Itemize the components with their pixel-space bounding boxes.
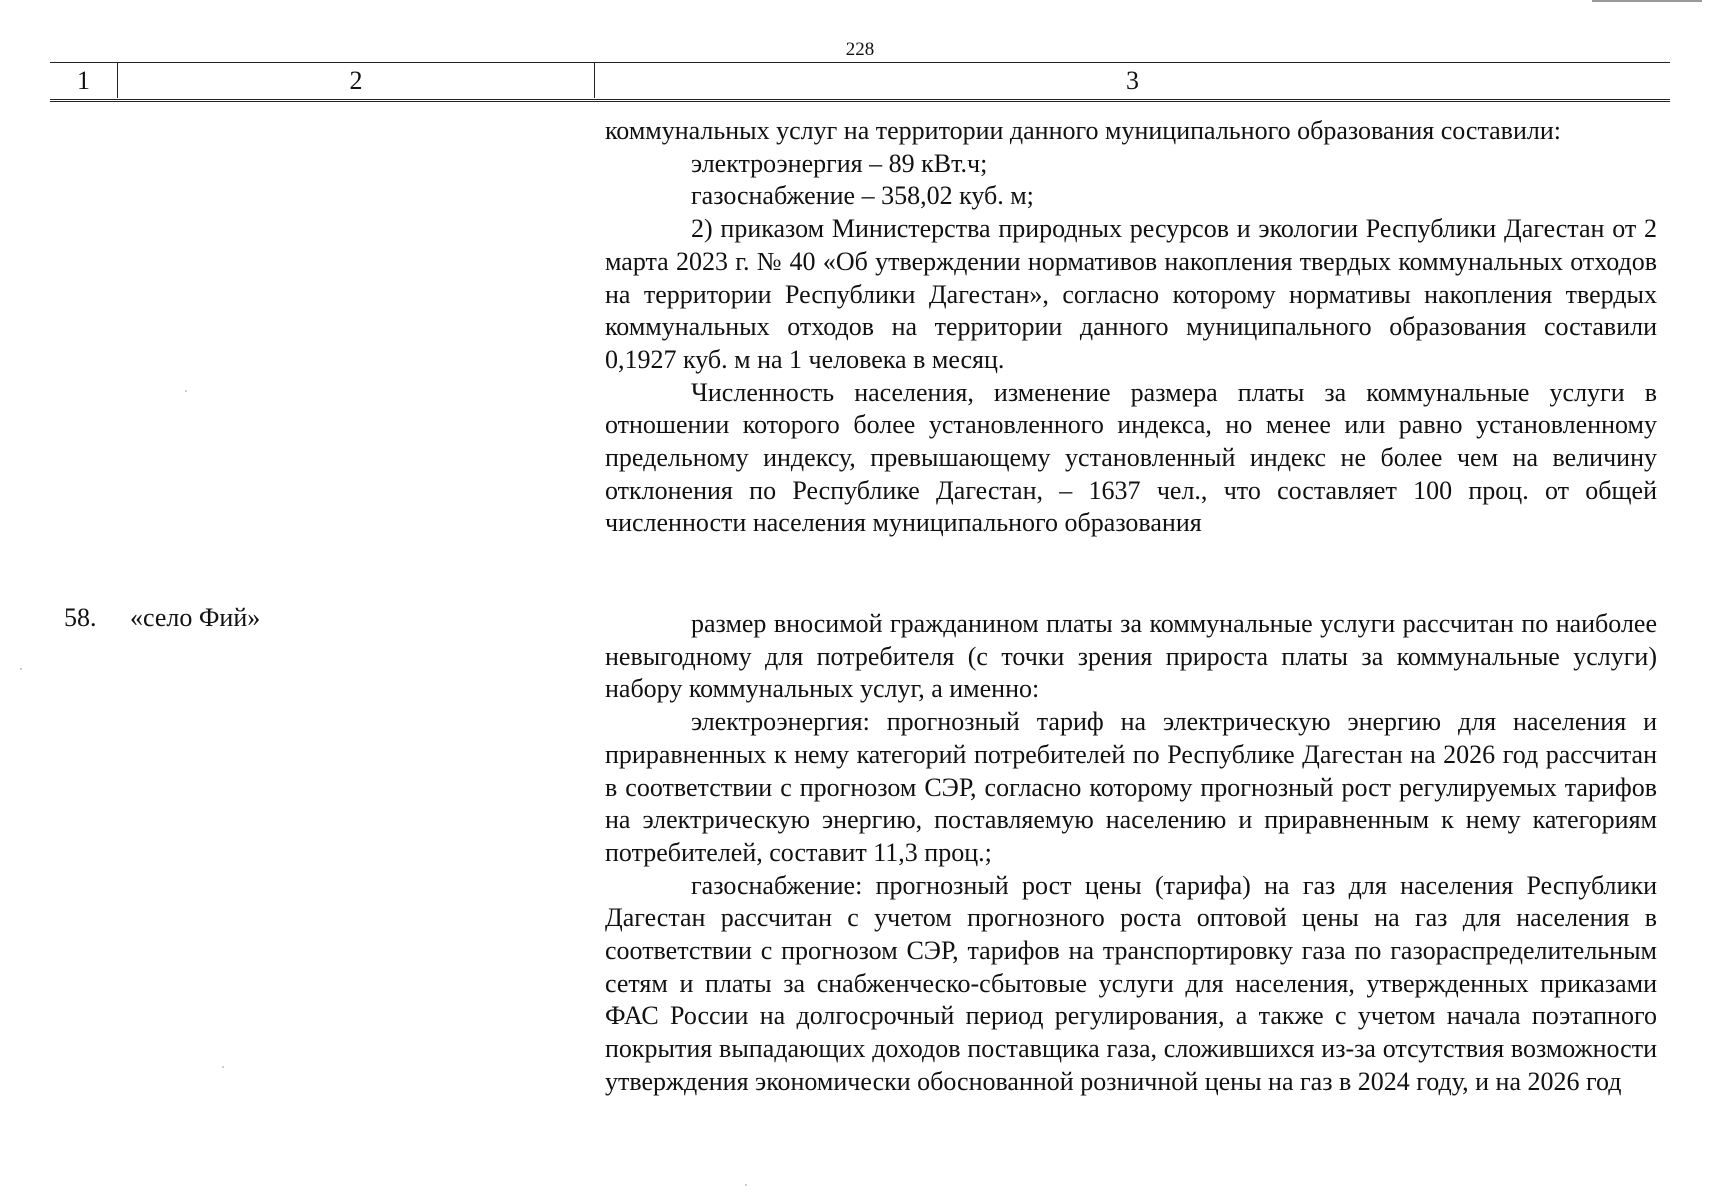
paragraph: электроэнергия – 89 кВт.ч; — [691, 148, 988, 178]
column-header-3: 3 — [1126, 66, 1139, 95]
row-number: 58. — [64, 603, 97, 632]
table-header-top-rule — [50, 62, 1670, 63]
scan-speck — [222, 1066, 224, 1068]
column-header-2: 2 — [349, 66, 363, 95]
table-header-bottom-rule-double — [50, 101, 1670, 102]
row-58-text — [605, 608, 1657, 1099]
paragraph: размер вносимой гражданином платы за коммунальные услуги рассчитан по наиболее невыгодному для потребителя (с точки зрения прироста платы за коммунальные услуги) набору коммунальных услуг, а именно: — [605, 609, 1657, 704]
scan-speck — [745, 1184, 747, 1186]
paragraph: коммунальных услуг на территории данного муниципального образования составили: — [605, 116, 1561, 145]
column-header-1: 1 — [77, 66, 90, 95]
paragraph: 2) приказом Министерства природных ресурсов и экологии Республики Дагестан от 2 марта 2023 г. № 40 «Об утверждении нормативов накопления твердых коммунальных отходов на территории Республики Дагестан», согласно которому нормативы накопления твердых коммунальных отходов на территории данного муниципального образования составили 0,1927 куб. м на 1 человека в месяц. — [605, 214, 1657, 374]
paragraph: газоснабжение – 358,02 куб. м; — [691, 181, 1034, 211]
scan-edge-mark — [1592, 0, 1702, 2]
scan-speck — [20, 668, 22, 670]
municipality-name: «село Фий» — [130, 603, 261, 632]
table-header-bottom-rule — [50, 99, 1670, 100]
previous-row-text — [605, 115, 1657, 540]
page-number: 228 — [845, 39, 875, 60]
paragraph: Численность населения, изменение размера платы за коммунальные услуги в отношении которого более установленного индекса, но менее или равно установленному предельному индексу, превышающему установленный индекс не более чем на величину отклонения по Республике Дагестан, – 1637 чел., что составляет 100 проц. от общей численности населения муниципального образования — [605, 377, 1657, 538]
paragraph: газоснабжение: прогнозный рост цены (тарифа) на газ для населения Республики Дагестан рассчитан с учетом прогнозного роста оптовой цены на газ для населения в соответствии с прогнозом СЭР, тарифов на транспортировку газа по газораспределительным сетям и платы за снабженческо-сбытовые услуги для населения, утвержденных приказами ФАС России на долгосрочный период регулирования, а также с учетом начала поэтапного покрытия выпадающих доходов поставщика газа, сложившихся из-за отсутствия возможности утверждения экономически обоснованной розничной цены на газ в 2024 году, и на 2026 год — [605, 870, 1657, 1096]
scan-speck — [185, 390, 187, 392]
paragraph: электроэнергия: прогнозный тариф на электрическую энергию для населения и приравненных к нему категорий потребителей по Республике Дагестан на 2026 год рассчитан в соответствии с прогнозом СЭР, согласно которому прогнозный рост регулируемых тарифов на электрическую энергию, поставляемую населению и приравненным к нему категориям потребителей, составит 11,3 проц.; — [605, 707, 1657, 867]
